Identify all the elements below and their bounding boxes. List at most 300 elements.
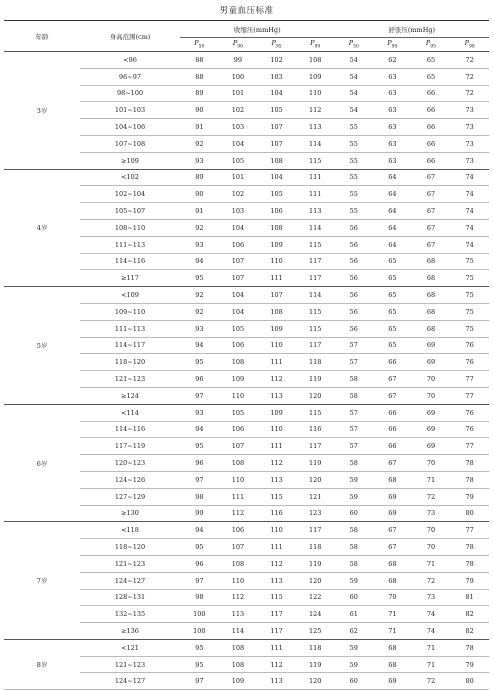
- sbp-value-cell: 112: [270, 559, 283, 568]
- sbp-value-cell: 115: [270, 492, 283, 501]
- dbp-value-cell: 60: [349, 509, 358, 518]
- sbp-value-cell: 109: [231, 677, 245, 686]
- sbp-value-cell: 106: [270, 207, 283, 216]
- sbp-value-cell: 113: [231, 610, 245, 619]
- height-range-cell: 101~103: [114, 106, 146, 115]
- sbp-value-cell: 113: [270, 677, 283, 686]
- height-range-cell: ≥124: [121, 391, 139, 400]
- sbp-value-cell: 119: [308, 660, 322, 669]
- dbp-value-cell: 68: [426, 274, 436, 283]
- dbp-value-cell: 56: [349, 223, 358, 232]
- dbp-value-cell: 71: [412, 639, 451, 656]
- sbp-value-cell: 114: [296, 287, 335, 304]
- dbp-value-cell: 78: [450, 639, 489, 656]
- dbp-value-cell: 54: [349, 72, 358, 81]
- header-sbp-group: 收缩压(mmHg): [180, 21, 334, 38]
- sbp-value-cell: 100: [193, 626, 206, 635]
- sbp-value-cell: 104: [231, 307, 245, 316]
- dbp-value-cell: 69: [426, 425, 436, 434]
- header-percentile: [257, 38, 296, 52]
- dbp-value-cell: 69: [388, 677, 397, 686]
- percentile-number: 50: [198, 44, 205, 50]
- dbp-value-cell: 67: [426, 240, 436, 249]
- header-percentile: [450, 38, 489, 52]
- sbp-value-cell: 103: [231, 207, 245, 216]
- dbp-value-cell: 56: [349, 257, 358, 266]
- sbp-value-cell: 90: [195, 190, 204, 199]
- dbp-value-cell: 77: [465, 375, 474, 384]
- dbp-value-cell: 59: [349, 576, 358, 585]
- sbp-value-cell: 93: [195, 240, 204, 249]
- sbp-value-cell: 113: [270, 391, 283, 400]
- percentile-number: 99: [314, 44, 321, 50]
- sbp-value-cell: 111: [257, 639, 296, 656]
- dbp-value-cell: 65: [373, 287, 412, 304]
- height-range-cell: 124~126: [114, 475, 146, 484]
- height-range-cell: 107~108: [114, 139, 146, 148]
- sbp-value-cell: 116: [270, 509, 283, 518]
- sbp-value-cell: 95: [180, 639, 219, 656]
- sbp-value-cell: 101: [231, 89, 245, 98]
- sbp-value-cell: 107: [270, 139, 283, 148]
- sbp-value-cell: 91: [195, 207, 204, 216]
- sbp-value-cell: 97: [195, 677, 204, 686]
- percentile-number: 90: [391, 44, 398, 50]
- height-range-cell: 128~131: [114, 593, 146, 602]
- sbp-value-cell: 104: [231, 139, 245, 148]
- sbp-value-cell: 99: [219, 52, 258, 69]
- height-range-cell: 132~135: [114, 610, 146, 619]
- sbp-value-cell: 124: [308, 610, 322, 619]
- header-percentile: [412, 38, 451, 52]
- sbp-value-cell: 105: [231, 324, 245, 333]
- sbp-value-cell: 123: [308, 509, 322, 518]
- dbp-value-cell: 58: [349, 391, 358, 400]
- dbp-value-cell: 57: [349, 442, 358, 451]
- dbp-value-cell: 63: [388, 139, 397, 148]
- table-header: [4, 21, 489, 52]
- dbp-value-cell: 80: [465, 509, 474, 518]
- dbp-value-cell: 66: [388, 442, 397, 451]
- height-range-cell: 114~117: [114, 341, 146, 350]
- percentile-letter: P: [194, 39, 199, 48]
- sbp-value-cell: 119: [308, 459, 322, 468]
- age-group-label: 3岁: [4, 52, 80, 170]
- percentile-letter: P: [387, 39, 392, 48]
- dbp-value-cell: 54: [349, 106, 358, 115]
- dbp-value-cell: 57: [349, 425, 358, 434]
- sbp-value-cell: 113: [308, 207, 322, 216]
- dbp-value-cell: 74: [465, 240, 474, 249]
- sbp-value-cell: 112: [231, 593, 245, 602]
- dbp-value-cell: 64: [373, 169, 412, 186]
- sbp-value-cell: 112: [231, 509, 245, 518]
- dbp-value-cell: 57: [349, 358, 358, 367]
- sbp-value-cell: 108: [231, 660, 245, 669]
- dbp-value-cell: 65: [412, 52, 451, 69]
- dbp-value-cell: 69: [388, 509, 397, 518]
- sbp-value-cell: 112: [270, 375, 283, 384]
- height-range-cell: ≥109: [121, 156, 139, 165]
- dbp-value-cell: 68: [412, 287, 451, 304]
- height-range-cell: <114: [80, 404, 180, 421]
- bp-standard-table: [4, 20, 489, 690]
- dbp-value-cell: 74: [465, 207, 474, 216]
- sbp-value-cell: 94: [180, 522, 219, 539]
- dbp-value-cell: 55: [334, 169, 373, 186]
- percentile-number: 90: [237, 44, 243, 50]
- percentile-number: 95: [275, 44, 282, 50]
- dbp-value-cell: 66: [426, 139, 436, 148]
- dbp-value-cell: 57: [349, 341, 358, 350]
- dbp-value-cell: 59: [334, 639, 373, 656]
- sbp-value-cell: 111: [270, 543, 283, 551]
- dbp-value-cell: 66: [426, 89, 436, 98]
- table-row: [4, 639, 489, 656]
- dbp-value-cell: 69: [426, 341, 436, 350]
- dbp-value-cell: 68: [388, 660, 397, 669]
- sbp-value-cell: 111: [296, 169, 335, 186]
- dbp-value-cell: 72: [426, 677, 436, 686]
- height-range-cell: 111~113: [114, 240, 146, 249]
- dbp-value-cell: 74: [426, 626, 436, 635]
- dbp-value-cell: 79: [465, 660, 474, 669]
- dbp-value-cell: 73: [465, 123, 474, 132]
- sbp-value-cell: 120: [308, 576, 322, 585]
- dbp-value-cell: 76: [450, 404, 489, 421]
- table-row: [4, 404, 489, 421]
- sbp-value-cell: 110: [231, 475, 245, 484]
- dbp-value-cell: 55: [349, 190, 358, 199]
- sbp-value-cell: 115: [270, 593, 283, 602]
- dbp-value-cell: 76: [465, 425, 474, 434]
- dbp-value-cell: 80: [465, 677, 474, 686]
- dbp-value-cell: 67: [388, 391, 397, 400]
- sbp-value-cell: 100: [193, 610, 206, 619]
- sbp-value-cell: 110: [257, 522, 296, 539]
- dbp-value-cell: 72: [465, 72, 474, 81]
- percentile-letter: P: [232, 39, 238, 48]
- dbp-value-cell: 67: [426, 223, 436, 232]
- sbp-value-cell: 104: [257, 169, 296, 186]
- sbp-value-cell: 108: [270, 156, 283, 165]
- dbp-value-cell: 65: [388, 324, 397, 333]
- sbp-value-cell: 118: [296, 639, 335, 656]
- sbp-value-cell: 117: [308, 442, 322, 451]
- dbp-value-cell: 63: [388, 123, 397, 132]
- sbp-value-cell: 110: [231, 391, 245, 400]
- dbp-value-cell: 66: [426, 106, 436, 115]
- dbp-value-cell: 77: [465, 391, 474, 400]
- dbp-value-cell: 65: [388, 341, 397, 350]
- sbp-value-cell: 104: [219, 287, 258, 304]
- dbp-value-cell: 56: [349, 307, 358, 316]
- dbp-value-cell: 69: [426, 442, 436, 451]
- height-range-cell: 121~123: [114, 375, 146, 384]
- sbp-value-cell: 111: [308, 190, 322, 199]
- sbp-value-cell: 95: [195, 358, 204, 367]
- dbp-value-cell: 71: [426, 660, 436, 669]
- sbp-value-cell: 117: [270, 610, 283, 619]
- dbp-value-cell: 67: [388, 375, 397, 384]
- dbp-value-cell: 62: [349, 626, 358, 635]
- dbp-value-cell: 63: [388, 89, 397, 98]
- dbp-value-cell: 71: [426, 475, 436, 484]
- header-percentile: [373, 38, 412, 52]
- sbp-value-cell: 94: [195, 257, 204, 266]
- dbp-value-cell: 73: [426, 509, 436, 518]
- dbp-value-cell: 73: [465, 106, 474, 115]
- height-range-cell: <121: [80, 639, 180, 656]
- sbp-value-cell: 88: [180, 52, 219, 69]
- sbp-value-cell: 115: [296, 404, 335, 421]
- sbp-value-cell: 89: [195, 89, 204, 98]
- table-body: [4, 52, 489, 690]
- sbp-value-cell: 110: [270, 425, 283, 434]
- height-range-cell: 114~116: [114, 257, 146, 266]
- dbp-value-cell: 66: [373, 404, 412, 421]
- dbp-value-cell: 58: [334, 522, 373, 539]
- dbp-value-cell: 68: [388, 475, 397, 484]
- sbp-value-cell: 108: [296, 52, 335, 69]
- sbp-value-cell: 95: [195, 442, 204, 451]
- dbp-value-cell: 56: [334, 287, 373, 304]
- sbp-value-cell: 107: [257, 287, 296, 304]
- dbp-value-cell: 77: [450, 522, 489, 539]
- sbp-value-cell: 115: [308, 156, 322, 165]
- dbp-value-cell: 67: [426, 207, 436, 216]
- sbp-value-cell: 89: [180, 169, 219, 186]
- sbp-value-cell: 101: [219, 169, 258, 186]
- header-dbp-group: 舒张压(mmHg): [334, 21, 489, 38]
- sbp-value-cell: 110: [308, 89, 322, 98]
- sbp-value-cell: 92: [195, 139, 204, 148]
- sbp-value-cell: 94: [195, 425, 204, 434]
- sbp-value-cell: 112: [270, 660, 283, 669]
- dbp-value-cell: 75: [465, 274, 474, 283]
- dbp-value-cell: 57: [334, 404, 373, 421]
- sbp-value-cell: 116: [308, 425, 322, 434]
- header-age: 年龄: [35, 32, 49, 41]
- dbp-value-cell: 70: [426, 375, 436, 384]
- height-range-cell: <118: [80, 522, 180, 539]
- height-range-cell: 111~113: [114, 324, 146, 333]
- dbp-value-cell: 58: [349, 559, 358, 568]
- dbp-value-cell: 55: [349, 123, 358, 132]
- sbp-value-cell: 103: [231, 123, 245, 132]
- height-range-cell: ≥136: [121, 626, 139, 635]
- sbp-value-cell: 108: [231, 559, 245, 568]
- header-percentile: [180, 38, 219, 52]
- dbp-value-cell: 68: [426, 324, 436, 333]
- dbp-value-cell: 64: [388, 207, 397, 216]
- dbp-value-cell: 68: [426, 307, 436, 316]
- dbp-value-cell: 71: [388, 626, 397, 635]
- dbp-value-cell: 66: [426, 156, 436, 165]
- dbp-value-cell: 77: [465, 442, 474, 451]
- height-range-cell: 124~127: [114, 576, 146, 585]
- sbp-value-cell: 88: [195, 72, 204, 81]
- sbp-value-cell: 108: [270, 307, 283, 316]
- dbp-value-cell: 63: [388, 106, 397, 115]
- dbp-value-cell: 70: [426, 459, 436, 468]
- table-row: [4, 169, 489, 186]
- sbp-value-cell: 107: [231, 274, 245, 283]
- sbp-value-cell: 117: [308, 341, 322, 350]
- sbp-value-cell: 92: [195, 223, 204, 232]
- table-row: [4, 522, 489, 539]
- sbp-value-cell: 106: [219, 522, 258, 539]
- dbp-value-cell: 78: [465, 459, 474, 468]
- sbp-value-cell: 107: [231, 257, 245, 266]
- dbp-value-cell: 67: [412, 169, 451, 186]
- percentile-letter: P: [348, 39, 354, 48]
- header-height: 身高范围(cm): [109, 32, 151, 41]
- dbp-value-cell: 60: [349, 593, 358, 602]
- sbp-value-cell: 98: [195, 492, 204, 501]
- dbp-value-cell: 64: [388, 223, 397, 232]
- height-range-cell: 118~120: [114, 543, 146, 551]
- dbp-value-cell: 82: [465, 610, 474, 619]
- sbp-value-cell: 113: [270, 475, 283, 484]
- sbp-value-cell: 120: [308, 391, 322, 400]
- header-percentile: [219, 38, 258, 52]
- sbp-value-cell: 93: [180, 404, 219, 421]
- dbp-value-cell: 56: [349, 274, 358, 283]
- height-range-cell: 98~100: [116, 89, 144, 98]
- sbp-value-cell: 118: [308, 543, 322, 551]
- dbp-value-cell: 78: [465, 475, 474, 484]
- dbp-value-cell: 73: [465, 139, 474, 148]
- dbp-value-cell: 62: [373, 52, 412, 69]
- dbp-value-cell: 72: [465, 89, 474, 98]
- sbp-value-cell: 119: [308, 375, 322, 384]
- dbp-value-cell: 68: [426, 257, 436, 266]
- sbp-value-cell: 93: [195, 156, 204, 165]
- dbp-value-cell: 71: [426, 559, 436, 568]
- sbp-value-cell: 95: [195, 274, 204, 283]
- sbp-value-cell: 120: [308, 677, 322, 686]
- dbp-value-cell: 82: [465, 626, 474, 635]
- percentile-number: 50: [353, 44, 359, 50]
- sbp-value-cell: 111: [270, 442, 283, 451]
- table-row: [4, 287, 489, 304]
- sbp-value-cell: 108: [219, 639, 258, 656]
- sbp-value-cell: 107: [231, 442, 245, 451]
- dbp-value-cell: 79: [465, 492, 474, 501]
- dbp-value-cell: 55: [349, 139, 358, 148]
- sbp-value-cell: 109: [270, 324, 283, 333]
- age-group-label: 5岁: [4, 287, 80, 405]
- dbp-value-cell: 69: [388, 492, 397, 501]
- height-range-cell: 117~119: [114, 442, 146, 451]
- sbp-value-cell: 114: [308, 139, 322, 148]
- dbp-value-cell: 76: [465, 341, 474, 350]
- sbp-value-cell: 92: [195, 307, 204, 316]
- sbp-value-cell: 109: [231, 375, 245, 384]
- dbp-value-cell: 59: [349, 475, 358, 484]
- sbp-value-cell: 106: [231, 341, 245, 350]
- age-group-label: 4岁: [4, 169, 80, 287]
- height-range-cell: 104~106: [114, 123, 146, 132]
- dbp-value-cell: 55: [349, 156, 358, 165]
- percentile-letter: P: [271, 39, 276, 48]
- age-group-label: 8岁: [4, 639, 80, 689]
- sbp-value-cell: 113: [308, 123, 322, 132]
- dbp-value-cell: 71: [388, 610, 397, 619]
- dbp-value-cell: 67: [388, 543, 397, 551]
- sbp-value-cell: 115: [308, 324, 322, 333]
- sbp-value-cell: 107: [231, 543, 245, 551]
- dbp-value-cell: 78: [465, 559, 474, 568]
- sbp-value-cell: 111: [270, 274, 283, 283]
- height-range-cell: <96: [80, 52, 180, 69]
- height-range-cell: 105~107: [114, 207, 146, 216]
- dbp-value-cell: 70: [426, 543, 436, 551]
- sbp-value-cell: 122: [308, 593, 322, 602]
- dbp-value-cell: 60: [349, 677, 358, 686]
- sbp-value-cell: 112: [270, 459, 283, 468]
- sbp-value-cell: 108: [270, 223, 283, 232]
- header-percentile: [334, 38, 373, 52]
- percentile-number: 99: [468, 44, 475, 50]
- dbp-value-cell: 70: [388, 593, 397, 602]
- sbp-value-cell: 117: [308, 274, 322, 283]
- sbp-value-cell: 100: [231, 72, 245, 81]
- sbp-value-cell: 115: [308, 240, 322, 249]
- dbp-value-cell: 67: [388, 459, 397, 468]
- dbp-value-cell: 72: [450, 52, 489, 69]
- sbp-value-cell: 96: [195, 559, 204, 568]
- sbp-value-cell: 98: [195, 593, 204, 602]
- dbp-value-cell: 65: [388, 274, 397, 283]
- height-range-cell: 121~123: [114, 660, 146, 669]
- sbp-value-cell: 104: [270, 89, 283, 98]
- height-range-cell: 109~110: [114, 307, 146, 316]
- dbp-value-cell: 81: [465, 593, 474, 602]
- dbp-value-cell: 73: [465, 156, 474, 165]
- sbp-value-cell: 109: [257, 404, 296, 421]
- dbp-value-cell: 65: [388, 257, 397, 266]
- sbp-value-cell: 91: [195, 123, 204, 132]
- dbp-value-cell: 64: [388, 240, 397, 249]
- sbp-value-cell: 108: [231, 358, 245, 367]
- sbp-value-cell: 125: [308, 626, 322, 635]
- height-range-cell: 96~97: [119, 72, 142, 81]
- dbp-value-cell: 72: [426, 492, 436, 501]
- sbp-value-cell: 97: [195, 391, 204, 400]
- sbp-value-cell: 105: [231, 156, 245, 165]
- dbp-value-cell: 70: [426, 391, 436, 400]
- sbp-value-cell: 94: [195, 341, 204, 350]
- sbp-value-cell: 111: [270, 358, 283, 367]
- height-range-cell: 102~104: [114, 190, 146, 199]
- sbp-value-cell: 97: [195, 576, 204, 585]
- sbp-value-cell: 114: [231, 626, 245, 635]
- dbp-value-cell: 58: [349, 375, 358, 384]
- height-range-cell: <109: [80, 287, 180, 304]
- sbp-value-cell: 92: [180, 287, 219, 304]
- dbp-value-cell: 74: [465, 223, 474, 232]
- percentile-letter: P: [425, 39, 431, 48]
- sbp-value-cell: 103: [270, 72, 283, 81]
- sbp-value-cell: 105: [270, 190, 283, 199]
- sbp-value-cell: 95: [195, 660, 204, 669]
- sbp-value-cell: 111: [231, 492, 245, 501]
- age-group-label: 7岁: [4, 522, 80, 640]
- sbp-value-cell: 112: [308, 106, 322, 115]
- sbp-value-cell: 99: [195, 509, 204, 518]
